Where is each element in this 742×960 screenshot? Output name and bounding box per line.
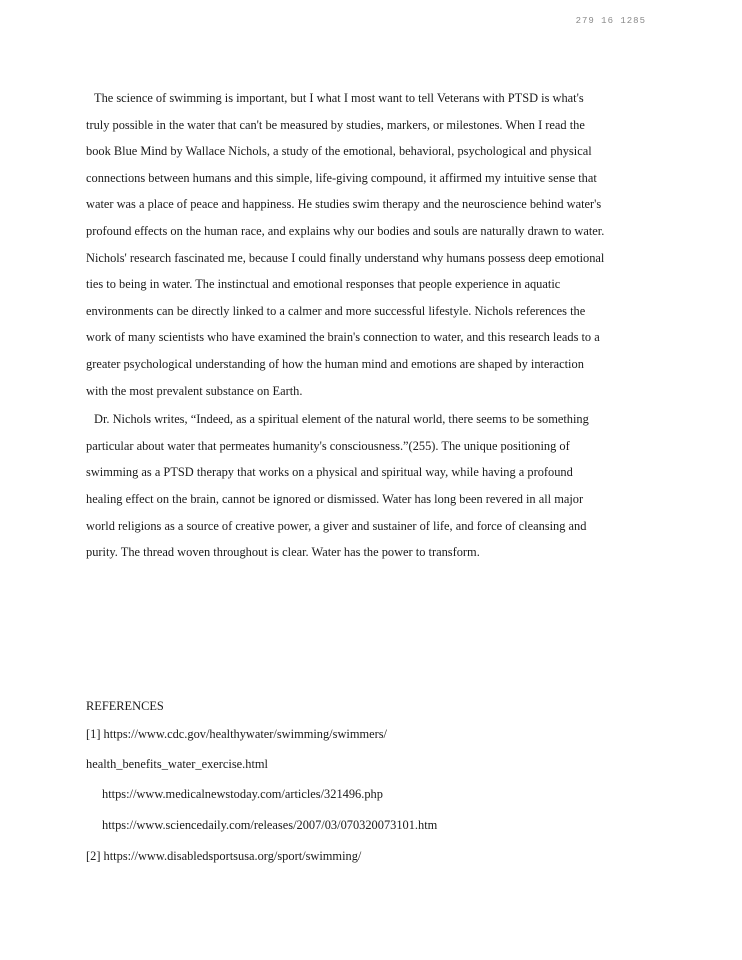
reference-item: [1] https://www.cdc.gov/healthywater/swimming/swimmers/ xyxy=(86,727,387,741)
page-stamp: 279 16 1285 xyxy=(575,16,646,26)
reference-item: https://www.medicalnewstoday.com/articles/321496.php xyxy=(102,787,383,801)
paragraph: The science of swimming is important, but I what I most want to tell Veterans with PTSD is what's truly possible in the water that can't be measured by studies, markers, or milestones. When I read the book Blue Mind by Wallace Nichols, a study of the emotional, behavioral, psychological and physical connections between humans and this simple, life-giving compound, it affirmed my intuitive sense that water was a place of peace and happiness. He studies swim therapy and the neuroscience behind water's profound effects on the human race, and explains why our bodies and souls are naturally drawn to water. Nichols' research fascinated me, because I could finally understand why humans possess deep emotional ties to being in water. The instinctual and emotional responses that people experience in aquatic environments can be directly linked to a calmer and more successful lifestyle. Nichols references the work of many scientists who have examined the brain's connection to water, and this research leads to a greater psychological understanding of how the human mind and emotions are shaped by interaction with the most prevalent substance on Earth. xyxy=(86,91,605,398)
body-text xyxy=(86,85,606,568)
reference-item-continuation: health_benefits_water_exercise.html xyxy=(86,757,268,771)
reference-item: [2] https://www.disabledsportsusa.org/sport/swimming/ xyxy=(86,849,362,863)
paragraph: Dr. Nichols writes, “Indeed, as a spiritual element of the natural world, there seems to be something particular about water that permeates humanity's consciousness.”(255). The unique positioning of swimming as a PTSD therapy that works on a physical and spiritual way, while having a profound healing effect on the brain, cannot be ignored or dismissed. Water has long been revered in all major world religions as a source of creative power, a giver and sustainer of life, and force of cleansing and purity. The thread woven throughout is clear. Water has the power to transform. xyxy=(86,412,589,560)
reference-item: https://www.sciencedaily.com/releases/2007/03/070320073101.htm xyxy=(102,818,438,832)
references-section xyxy=(86,693,626,872)
references-heading: REFERENCES xyxy=(86,699,164,713)
